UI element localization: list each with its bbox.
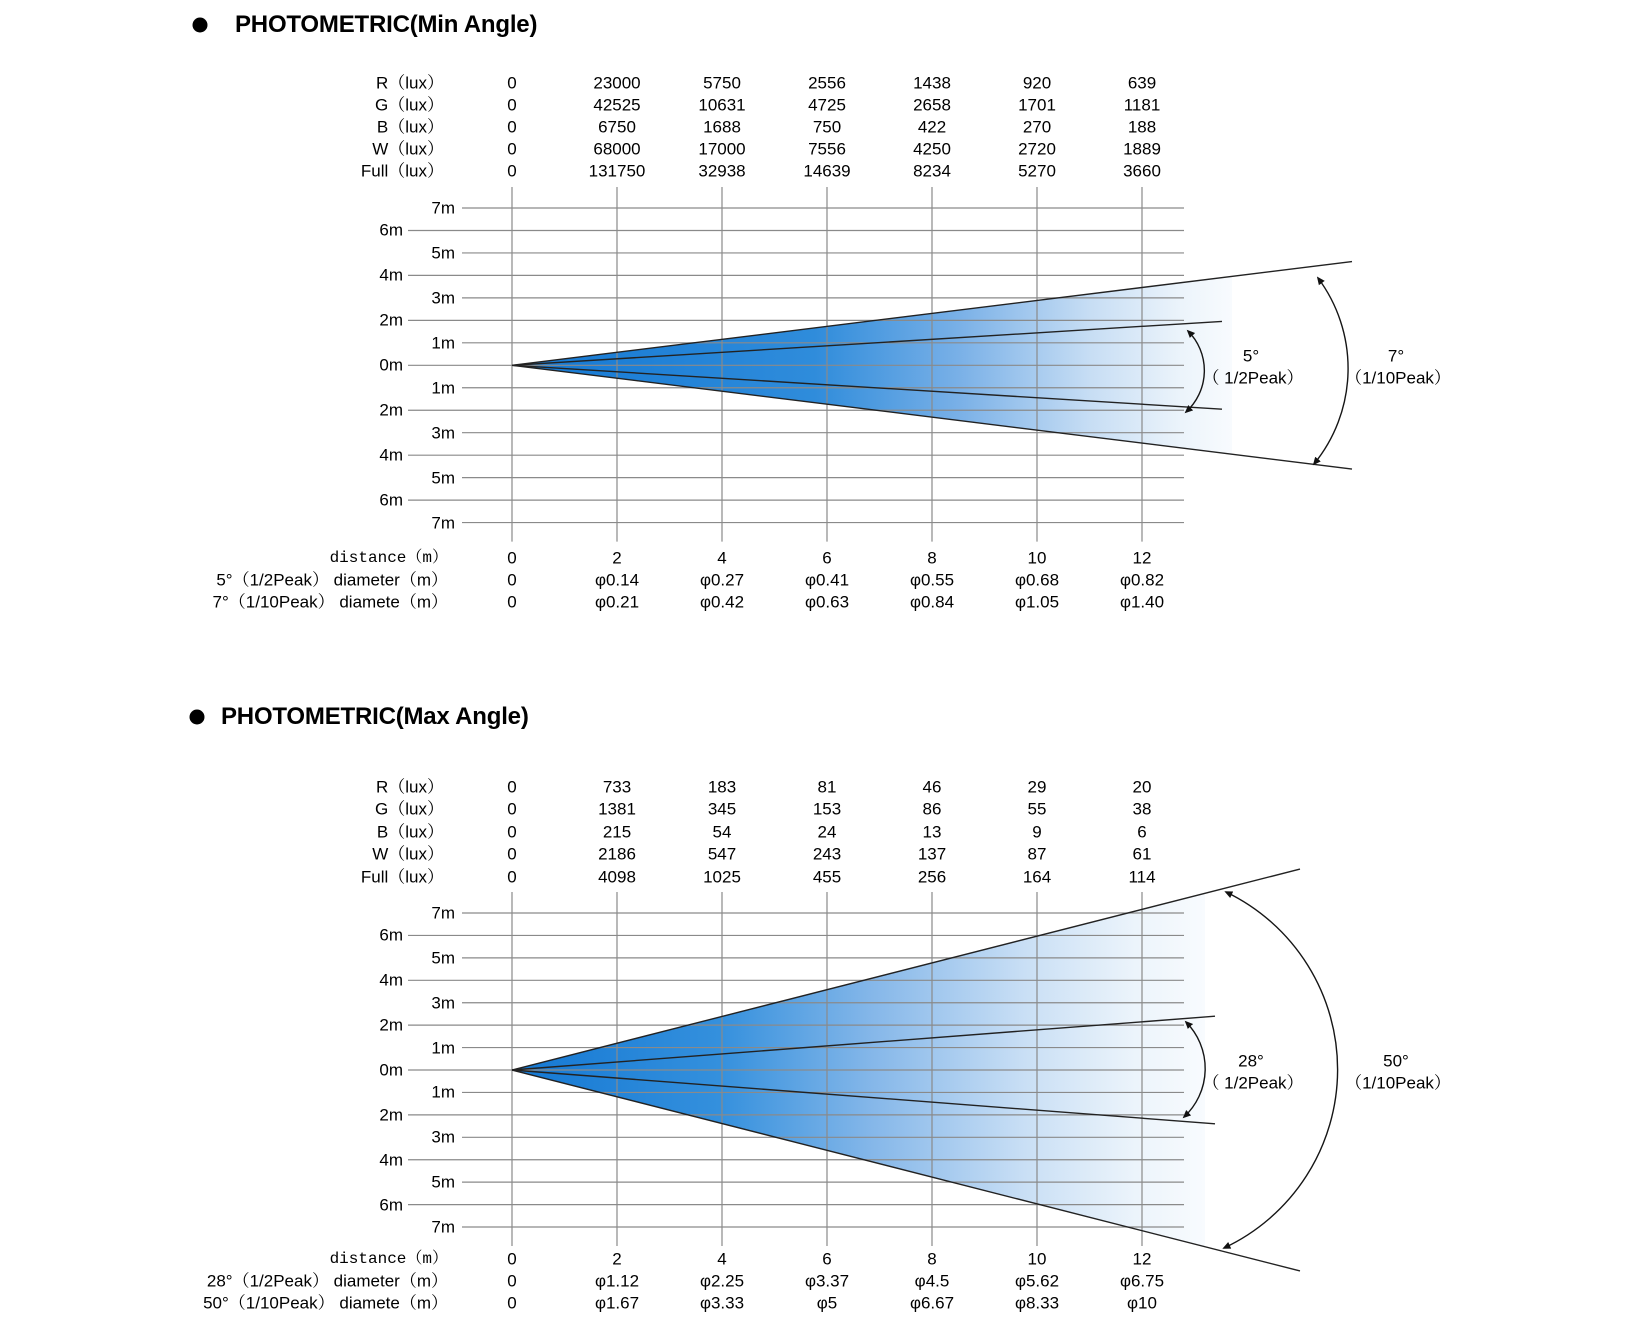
diameter-value: φ1.40 — [1119, 592, 1165, 612]
diameter-row-label: 28°（1/2Peak） diameter（m） — [206, 1271, 448, 1291]
axis-label: 3m — [431, 993, 455, 1013]
section-bullet-icon — [190, 710, 205, 725]
axis-label: 5m — [431, 948, 455, 968]
diameter-value: φ6.67 — [909, 1293, 955, 1313]
lux-value: 20 — [1132, 777, 1152, 797]
lux-row-label: W（lux） — [372, 844, 444, 864]
diameter-value: φ10 — [1127, 1293, 1157, 1313]
lux-value: 42525 — [593, 95, 641, 115]
lux-value: 0 — [507, 117, 517, 137]
lux-value: 243 — [812, 844, 842, 864]
diameter-value: φ3.33 — [699, 1293, 745, 1313]
distance-row-label: distance（m） — [329, 1250, 448, 1268]
lux-value: 54 — [712, 822, 732, 842]
tenth-peak-angle-label: 7° — [1387, 346, 1405, 366]
distance-value: 6 — [822, 1249, 832, 1269]
diameter-value: φ1.67 — [594, 1293, 640, 1313]
half-peak-angle-label: 28° — [1238, 1051, 1264, 1071]
diameter-value: φ0.41 — [804, 570, 850, 590]
section-title-max: PHOTOMETRIC(Max Angle) — [221, 703, 529, 730]
lux-value: 38 — [1132, 799, 1152, 819]
lux-value: 5270 — [1018, 161, 1056, 181]
diameter-value: φ0.84 — [909, 592, 955, 612]
lux-value: 23000 — [593, 73, 641, 93]
lux-value: 4250 — [913, 139, 951, 159]
axis-label: 4m — [379, 1150, 403, 1170]
lux-value: 639 — [1127, 73, 1157, 93]
axis-label: 7m — [431, 903, 455, 923]
axis-label: 3m — [431, 288, 455, 308]
axis-label: 1m — [431, 1082, 455, 1102]
lux-value: 87 — [1027, 844, 1047, 864]
axis-label: 4m — [379, 445, 403, 465]
lux-value: 24 — [817, 822, 837, 842]
half-peak-sub-label: （ 1/2Peak） — [1202, 368, 1304, 388]
distance-value: 4 — [717, 1249, 727, 1269]
lux-value: 137 — [917, 844, 947, 864]
lux-value: 1889 — [1123, 139, 1161, 159]
diameter-value: 0 — [507, 592, 517, 612]
lux-value: 7556 — [808, 139, 846, 159]
lux-value: 131750 — [588, 161, 646, 181]
lux-row-label: B（lux） — [376, 822, 444, 842]
axis-label: 2m — [379, 400, 403, 420]
lux-value: 422 — [917, 117, 947, 137]
axis-label: 7m — [431, 1217, 455, 1237]
lux-value: 14639 — [803, 161, 851, 181]
diameter-value: 0 — [507, 1271, 517, 1291]
lux-value: 61 — [1132, 844, 1152, 864]
half-peak-angle-label: 5° — [1242, 346, 1260, 366]
lux-value: 13 — [922, 822, 942, 842]
axis-label: 2m — [379, 310, 403, 330]
distance-value: 2 — [612, 548, 622, 568]
lux-value: 114 — [1128, 867, 1156, 887]
lux-value: 547 — [707, 844, 737, 864]
diameter-value: φ8.33 — [1014, 1293, 1060, 1313]
lux-row-label: B（lux） — [376, 117, 444, 137]
axis-label: 1m — [431, 333, 455, 353]
lux-value: 733 — [602, 777, 632, 797]
lux-value: 188 — [1127, 117, 1157, 137]
lux-value: 1381 — [598, 799, 636, 819]
lux-row-label: Full（lux） — [360, 161, 444, 181]
diameter-value: φ4.5 — [914, 1271, 950, 1291]
diameter-value: φ6.75 — [1119, 1271, 1165, 1291]
lux-value: 29 — [1027, 777, 1047, 797]
lux-value: 750 — [812, 117, 842, 137]
diameter-value: φ0.63 — [804, 592, 850, 612]
lux-value: 153 — [812, 799, 842, 819]
lux-value: 68000 — [593, 139, 641, 159]
diameter-value: φ0.42 — [699, 592, 745, 612]
axis-label: 5m — [431, 468, 455, 488]
diameter-value: 0 — [507, 1293, 517, 1313]
axis-label: 3m — [431, 1127, 455, 1147]
lux-row-label: W（lux） — [372, 139, 444, 159]
lux-value: 2186 — [598, 844, 636, 864]
lux-value: 32938 — [698, 161, 746, 181]
axis-label: 7m — [431, 513, 455, 533]
axis-label: 0m — [379, 355, 403, 375]
axis-label: 2m — [379, 1015, 403, 1035]
diameter-value: φ1.12 — [594, 1271, 640, 1291]
distance-value: 12 — [1132, 548, 1152, 568]
lux-value: 0 — [507, 844, 517, 864]
lux-value: 0 — [507, 95, 517, 115]
lux-row-label: G（lux） — [375, 95, 444, 115]
lux-row-label: G（lux） — [375, 799, 444, 819]
lux-value: 256 — [917, 867, 947, 887]
half-peak-sub-label: （ 1/2Peak） — [1202, 1073, 1304, 1093]
distance-value: 2 — [612, 1249, 622, 1269]
diameter-row-label: 50°（1/10Peak） diamete（m） — [203, 1293, 448, 1313]
lux-value: 10631 — [698, 95, 746, 115]
lux-value: 1181 — [1123, 95, 1161, 115]
lux-value: 17000 — [698, 139, 746, 159]
distance-row-label: distance（m） — [329, 549, 448, 567]
distance-value: 8 — [927, 548, 937, 568]
section-title-min: PHOTOMETRIC(Min Angle) — [235, 11, 538, 38]
axis-label: 5m — [431, 1172, 455, 1192]
axis-label: 4m — [379, 970, 403, 990]
lux-value: 183 — [707, 777, 737, 797]
lux-value: 4725 — [808, 95, 846, 115]
lux-value: 2658 — [913, 95, 951, 115]
lux-value: 4098 — [598, 867, 636, 887]
diameter-value: φ3.37 — [804, 1271, 850, 1291]
lux-value: 920 — [1022, 73, 1052, 93]
axis-label: 4m — [379, 265, 403, 285]
distance-value: 10 — [1027, 1249, 1047, 1269]
diameter-value: φ2.25 — [699, 1271, 745, 1291]
lux-value: 8234 — [913, 161, 951, 181]
tenth-peak-sub-label: （1/10Peak） — [1345, 368, 1451, 388]
axis-label: 6m — [379, 1195, 403, 1215]
distance-value: 10 — [1027, 548, 1047, 568]
lux-value: 455 — [812, 867, 842, 887]
distance-value: 0 — [507, 548, 517, 568]
lux-value: 5750 — [703, 73, 741, 93]
lux-value: 3660 — [1123, 161, 1161, 181]
lux-value: 2556 — [808, 73, 846, 93]
lux-value: 1025 — [703, 867, 741, 887]
lux-value: 6 — [1137, 822, 1147, 842]
lux-value: 0 — [507, 139, 517, 159]
lux-value: 9 — [1032, 822, 1042, 842]
lux-value: 0 — [507, 822, 517, 842]
diameter-value: φ5.62 — [1014, 1271, 1060, 1291]
distance-value: 8 — [927, 1249, 937, 1269]
lux-value: 86 — [922, 799, 942, 819]
diameter-value: φ0.21 — [594, 592, 640, 612]
lux-value: 2720 — [1018, 139, 1056, 159]
lux-row-label: R（lux） — [375, 73, 444, 93]
lux-value: 0 — [507, 867, 517, 887]
diameter-value: φ0.82 — [1119, 570, 1165, 590]
distance-value: 6 — [822, 548, 832, 568]
distance-value: 12 — [1132, 1249, 1152, 1269]
lux-value: 0 — [507, 799, 517, 819]
axis-label: 6m — [379, 220, 403, 240]
lux-value: 270 — [1022, 117, 1052, 137]
lux-value: 345 — [707, 799, 737, 819]
diameter-value: φ0.68 — [1014, 570, 1060, 590]
lux-row-label: Full（lux） — [360, 867, 444, 887]
diameter-value: φ1.05 — [1014, 592, 1060, 612]
lux-value: 55 — [1027, 799, 1047, 819]
tenth-peak-sub-label: （1/10Peak） — [1345, 1073, 1451, 1093]
diameter-row-label: 7°（1/10Peak） diamete（m） — [212, 592, 448, 612]
diameter-value: φ5 — [816, 1293, 838, 1313]
lux-value: 1438 — [913, 73, 951, 93]
axis-label: 1m — [431, 1038, 455, 1058]
lux-value: 0 — [507, 161, 517, 181]
axis-label: 6m — [379, 925, 403, 945]
axis-label: 0m — [379, 1060, 403, 1080]
lux-value: 1688 — [703, 117, 741, 137]
axis-label: 2m — [379, 1105, 403, 1125]
lux-value: 6750 — [598, 117, 636, 137]
axis-label: 7m — [431, 198, 455, 218]
diameter-value: φ0.14 — [594, 570, 640, 590]
tenth-peak-angle-label: 50° — [1383, 1051, 1409, 1071]
lux-value: 46 — [922, 777, 942, 797]
distance-value: 0 — [507, 1249, 517, 1269]
distance-value: 4 — [717, 548, 727, 568]
diameter-row-label: 5°（1/2Peak） diameter（m） — [216, 570, 448, 590]
tenth-peak-arc-min-angle — [1314, 278, 1348, 464]
section-bullet-icon — [193, 18, 208, 33]
lux-value: 81 — [817, 777, 837, 797]
lux-value: 0 — [507, 73, 517, 93]
lux-value: 0 — [507, 777, 517, 797]
axis-label: 3m — [431, 423, 455, 443]
lux-value: 164 — [1022, 867, 1052, 887]
axis-label: 6m — [379, 490, 403, 510]
diameter-value: 0 — [507, 570, 517, 590]
axis-label: 5m — [431, 243, 455, 263]
lux-row-label: R（lux） — [375, 777, 444, 797]
diameter-value: φ0.55 — [909, 570, 955, 590]
diameter-value: φ0.27 — [699, 570, 745, 590]
axis-label: 1m — [431, 378, 455, 398]
lux-value: 215 — [602, 822, 632, 842]
lux-value: 1701 — [1018, 95, 1056, 115]
